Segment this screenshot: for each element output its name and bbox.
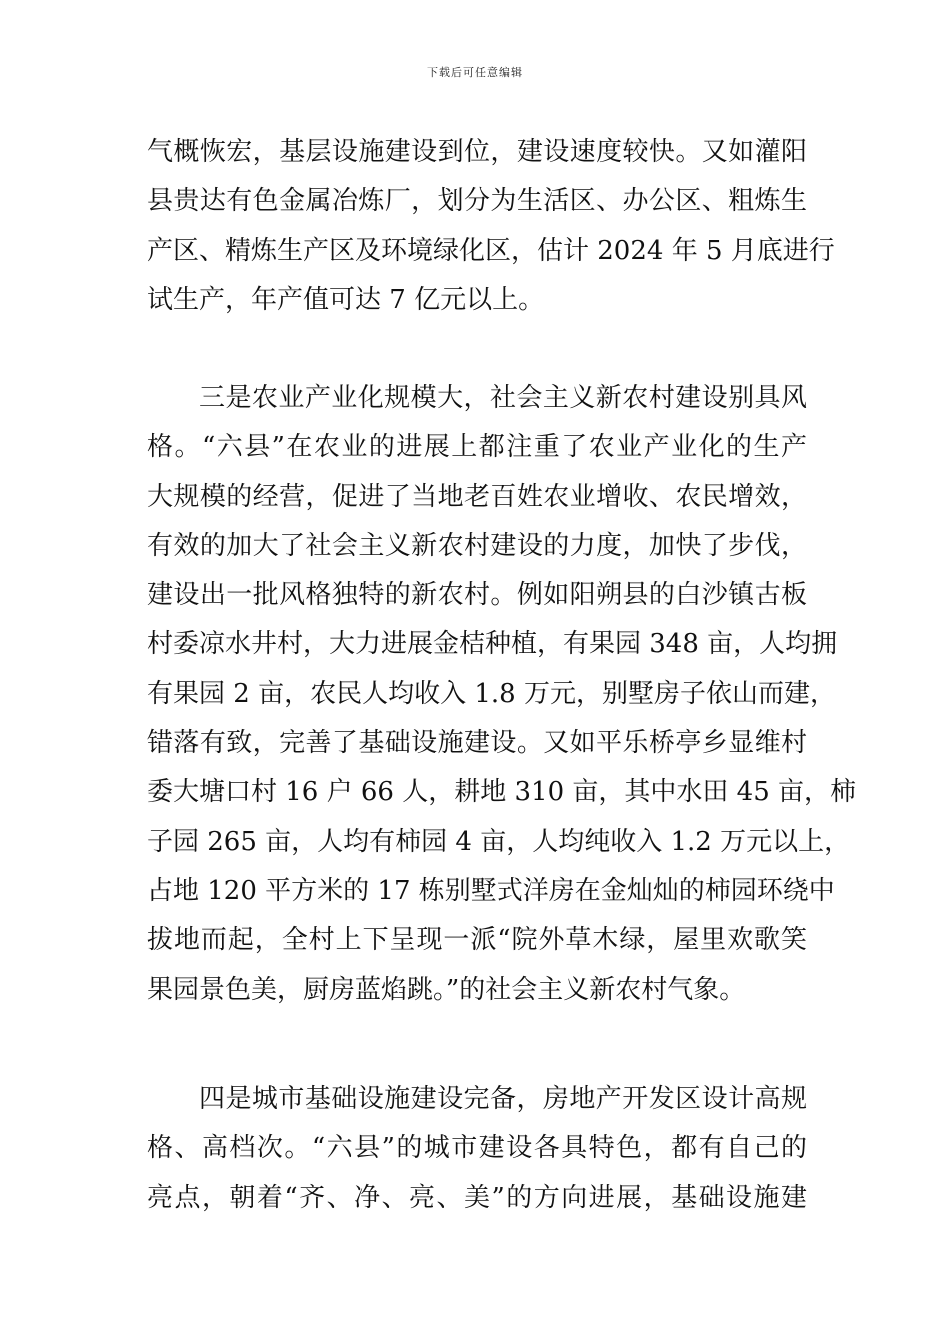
paragraph-continuation [147,128,835,325]
text-line: 错落有致，完善了基础设施建设。又如平乐桥亭乡显维村 [147,728,807,759]
text-line: 四是城市基础设施建设完备，房地产开发区设计高规 [199,1084,807,1114]
text-line: 格、高档次。“六县”的城市建设各具特色，都有自己的 [147,1133,807,1164]
text-line: 县贵达有色金属冶炼厂，划分为生活区、办公区、粗炼生 [147,186,807,217]
page-header: 下载后可任意编辑 [427,66,523,79]
text-line: 果园景色美，厨房蓝焰跳。”的社会主义新农村气象。 [147,974,746,1005]
text-line: 格。“六县”在农业的进展上都注重了农业产业化的生产 [147,432,807,463]
text-line: 试生产，年产值可达 7 亿元以上。 [147,284,545,315]
text-line: 委大塘口村 16 户 66 人，耕地 310 亩，其中水田 45 亩，柿 [147,777,856,808]
text-line: 三是农业产业化规模大，社会主义新农村建设别具风 [199,383,807,413]
paragraph-urban-infrastructure [147,1075,807,1223]
text-line: 亮点，朝着“齐、净、亮、美”的方向进展，基础设施建 [147,1182,807,1213]
text-line: 建设出一批风格独特的新农村。例如阳朔县的白沙镇古板 [147,580,807,611]
text-line: 村委凉水井村，大力进展金桔种植，有果园 348 亩，人均拥 [147,629,838,660]
text-line: 子园 265 亩，人均有柿园 4 亩，人均纯收入 1.2 万元以上， [147,826,851,857]
text-line: 有果园 2 亩，农民人均收入 1.8 万元，别墅房子依山而建， [147,678,836,709]
text-line: 拔地而起，全村上下呈现一派“院外草木绿，屋里欢歌笑 [147,925,807,956]
text-line: 占地 120 平方米的 17 栋别墅式洋房在金灿灿的柿园环绕中 [147,875,835,906]
text-line: 产区、精炼生产区及环境绿化区，估计 2024 年 5 月底进行 [147,235,835,266]
text-line: 有效的加大了社会主义新农村建设的力度，加快了步伐， [147,530,807,561]
text-line: 大规模的经营，促进了当地老百姓农业增收、农民增效， [147,481,807,512]
text-line: 气概恢宏，基层设施建设到位，建设速度较快。又如灌阳 [147,137,807,167]
paragraph-agriculture [147,374,856,1015]
